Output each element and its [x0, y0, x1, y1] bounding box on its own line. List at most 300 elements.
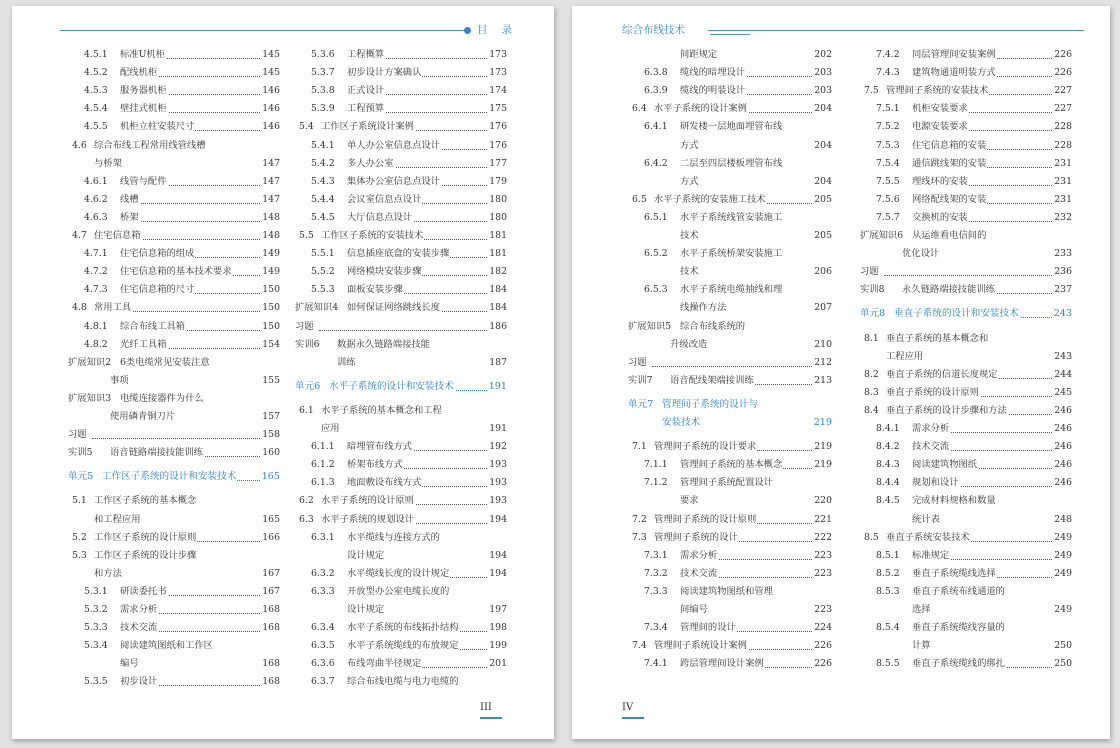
toc-entry-number: 5.5.1 [311, 248, 335, 260]
toc-entry[interactable] [68, 118, 280, 135]
toc-entry-number: 扩展知识5 [628, 320, 672, 332]
toc-entry[interactable] [295, 82, 507, 99]
toc-entry-title: 面板安装步骤 [347, 281, 404, 298]
toc-entry-title: 技术 [680, 227, 700, 244]
toc-page-number: 223 [813, 547, 832, 564]
toc-page-number: 182 [488, 263, 507, 280]
toc-page-number: 227 [1053, 82, 1072, 99]
toc-entry[interactable] [68, 390, 280, 407]
toc-entry-number: 5.4.5 [311, 211, 335, 223]
toc-entry[interactable] [860, 118, 1072, 135]
toc-entry-title: 数据永久链路端接技能 [337, 338, 430, 350]
toc-entry[interactable] [628, 637, 832, 654]
toc-page-number: 223 [813, 601, 832, 618]
toc-entry[interactable] [68, 263, 280, 280]
toc-entry-number: 习题 [860, 266, 879, 278]
toc-entry[interactable] [68, 426, 280, 443]
toc-entry-number: 5.3.2 [84, 604, 108, 615]
toc-page-number: 210 [813, 336, 832, 353]
toc-entry[interactable] [295, 318, 507, 335]
toc-page-number: 149 [261, 245, 280, 262]
toc-entry-title: 缆线的明装设计 [680, 82, 746, 99]
toc-entry-title: 设计规定 [347, 601, 385, 618]
toc-entry[interactable] [295, 438, 507, 455]
toc-page-number: 250 [1053, 655, 1072, 672]
toc-entry[interactable] [628, 456, 832, 473]
toc-entry-title: 技术交流 [680, 565, 718, 582]
toc-entry-title: 计算 [912, 637, 932, 654]
toc-entry-number: 5.3.9 [311, 103, 335, 115]
toc-entry[interactable] [295, 46, 507, 63]
toc-page-number: 147 [261, 155, 280, 172]
toc-entry-number: 6.3.2 [311, 567, 335, 579]
toc-entry-number: 6.1.1 [311, 441, 335, 453]
toc-page-number: 205 [813, 191, 832, 208]
toc-entry-title: 工作区子系统设计案例 [321, 118, 415, 135]
toc-page-number: 226 [813, 655, 832, 672]
toc-entry[interactable] [68, 318, 280, 335]
toc-entry-number: 7.3.4 [644, 622, 668, 634]
toc-entry[interactable] [295, 492, 507, 509]
toc-entry-number: 7.1.2 [644, 477, 668, 489]
toc-entry[interactable] [295, 655, 507, 672]
toc-entry[interactable] [628, 281, 832, 298]
toc-entry[interactable] [628, 46, 832, 63]
toc-entry-title: 管理间子系统的设计要求 [654, 438, 757, 455]
toc-entry[interactable] [628, 492, 832, 509]
toc-page-number: 193 [488, 492, 507, 509]
toc-entry[interactable] [295, 100, 507, 117]
toc-page-number: 150 [261, 299, 280, 316]
toc-page-number: 197 [488, 601, 507, 618]
toc-entry[interactable] [628, 227, 832, 244]
toc-entry-number: 4.6.2 [84, 193, 108, 205]
toc-entry[interactable] [295, 173, 507, 190]
toc-entry-title: 初步设计方案确认 [347, 64, 422, 81]
toc-entry[interactable] [860, 511, 1072, 528]
toc-entry[interactable] [860, 245, 1072, 262]
toc-entry[interactable] [860, 330, 1072, 347]
toc-unit-entry[interactable] [628, 396, 832, 413]
toc-entry[interactable] [295, 64, 507, 81]
toc-entry[interactable] [68, 529, 280, 546]
toc-page-number: 187 [488, 354, 507, 371]
toc-entry[interactable] [295, 420, 507, 437]
toc-entry[interactable] [628, 529, 832, 546]
toc-entry-number: 4.6 [72, 139, 87, 151]
toc-page-number: 147 [261, 173, 280, 190]
toc-entry-number: 实训6 [295, 338, 320, 350]
toc-entry-title: 工作区子系统的设计和安装技术 [102, 468, 237, 485]
toc-entry-number: 7.1.1 [644, 459, 668, 471]
toc-entry[interactable] [860, 637, 1072, 654]
toc-entry-title: 完成材料规格和数量 [912, 495, 996, 507]
toc-entry[interactable] [860, 420, 1072, 437]
toc-entry[interactable] [860, 474, 1072, 491]
toc-entry[interactable] [628, 263, 832, 280]
toc-page-number: 231 [1053, 155, 1072, 172]
toc-entry-title: 水平子系统桥架安装施工 [680, 248, 783, 260]
toc-entry[interactable] [295, 474, 507, 491]
toc-entry[interactable] [628, 118, 832, 135]
toc-entry-number: 7.5.6 [876, 193, 900, 205]
toc-entry[interactable] [68, 64, 280, 81]
toc-entry-title: 水平子系统的设计案例 [654, 100, 748, 117]
toc-entry-number: 8.1 [864, 332, 879, 344]
toc-entry-title: 住宅信息箱的组成 [120, 245, 195, 262]
toc-entry-number: 6.3.7 [311, 676, 335, 688]
toc-entry[interactable] [68, 227, 280, 244]
toc-entry[interactable] [628, 655, 832, 672]
toc-entry[interactable] [860, 209, 1072, 226]
toc-unit-entry[interactable] [628, 414, 832, 431]
toc-entry[interactable] [860, 281, 1072, 298]
toc-entry[interactable] [68, 408, 280, 425]
toc-entry[interactable] [68, 137, 280, 154]
toc-entry[interactable] [628, 137, 832, 154]
toc-entry[interactable] [860, 173, 1072, 190]
toc-entry-number: 8.2 [864, 368, 879, 380]
toc-page-number: 149 [261, 263, 280, 280]
toc-page-number: 227 [1053, 100, 1072, 117]
toc-entry-number: 6.3.1 [311, 531, 335, 543]
toc-entry-number: 5.3.7 [311, 67, 335, 79]
toc-entry-number: 4.8.1 [84, 320, 108, 332]
toc-entry-title: 阅读建筑物图纸 [912, 456, 978, 473]
toc-entry[interactable] [628, 100, 832, 117]
toc-entry-title: 管理间子系统的基本概念 [680, 456, 783, 473]
toc-entry-title: 规划和设计 [912, 474, 960, 491]
toc-entry[interactable] [295, 456, 507, 473]
toc-entry-title: 语音链路端接技能训练 [110, 444, 204, 461]
toc-entry[interactable] [68, 565, 280, 582]
toc-entry-number: 4.7 [72, 230, 87, 241]
toc-entry-number: 4.5.3 [84, 85, 108, 97]
toc-entry[interactable] [68, 637, 280, 654]
toc-entry[interactable] [860, 137, 1072, 154]
toc-entry-number: 5.3 [72, 549, 87, 561]
toc-entry[interactable] [68, 299, 280, 316]
toc-entry[interactable] [295, 565, 507, 582]
toc-page-number: 181 [488, 245, 507, 262]
toc-entry-number: 5.1 [72, 495, 87, 507]
toc-page-number: 249 [1053, 601, 1072, 618]
toc-page-number: 246 [1053, 456, 1072, 473]
toc-entry-number: 6.3 [299, 513, 314, 525]
toc-page-number: 203 [813, 64, 832, 81]
toc-entry-title: 水平子系统电缆抽线和理 [680, 284, 783, 296]
toc-entry[interactable] [628, 318, 832, 335]
toc-entry[interactable] [295, 299, 507, 316]
toc-entry[interactable] [628, 601, 832, 618]
toc-entry-title: 研读委托书 [120, 583, 168, 600]
toc-entry[interactable] [860, 348, 1072, 365]
toc-entry[interactable] [860, 438, 1072, 455]
toc-entry[interactable] [68, 191, 280, 208]
toc-entry-title: 永久链路端接技能训练 [902, 281, 996, 298]
toc-entry-number: 6.5 [632, 193, 647, 205]
toc-entry-number: 5.3.1 [84, 585, 108, 597]
toc-entry-number: 单元8 [860, 308, 886, 320]
toc-leader-dots [120, 221, 260, 222]
toc-entry[interactable] [68, 336, 280, 353]
toc-entry-title: 工作区子系统的安装技术 [321, 227, 424, 244]
toc-entry-title: 电缆连接器件为什么 [120, 392, 204, 404]
toc-entry-title: 水平子系统的规划设计 [321, 511, 415, 528]
toc-entry-title: 如何保证网络跳线长度 [347, 299, 441, 316]
toc-entry-number: 4.8 [72, 302, 87, 314]
toc-entry[interactable] [628, 64, 832, 81]
toc-entry-title: 管理间子系统的设计原则 [654, 511, 757, 528]
toc-page-number: 203 [813, 82, 832, 99]
toc-page-number: 145 [261, 64, 280, 81]
toc-entry[interactable] [295, 137, 507, 154]
toc-entry[interactable] [295, 155, 507, 172]
toc-unit-entry[interactable] [860, 305, 1072, 322]
toc-entry-title: 水平子系统的基本概念和工程 [321, 404, 442, 416]
toc-entry[interactable] [860, 263, 1072, 280]
toc-entry[interactable] [860, 366, 1072, 383]
toc-entry-title: 综合布线工具箱 [120, 318, 186, 335]
toc-page-number: 166 [261, 529, 280, 546]
toc-page-number: 233 [1053, 245, 1072, 262]
toc-entry[interactable] [295, 227, 507, 244]
toc-unit-entry[interactable] [68, 468, 280, 485]
toc-entry[interactable] [628, 565, 832, 582]
toc-entry-number: 扩展知识2 [68, 356, 112, 368]
toc-entry[interactable] [860, 46, 1072, 63]
toc-entry[interactable] [860, 565, 1072, 582]
left-page [12, 6, 554, 739]
toc-entry[interactable] [68, 100, 280, 117]
toc-entry[interactable] [860, 191, 1072, 208]
toc-entry-number: 4.6.1 [84, 175, 108, 187]
toc-entry[interactable] [628, 155, 832, 172]
toc-entry-title: 垂直子系统的设计原则 [886, 384, 980, 401]
toc-entry[interactable] [68, 155, 280, 172]
toc-page-number: 175 [488, 100, 507, 117]
toc-entry[interactable] [628, 583, 832, 600]
toc-entry-title: 桥架 [120, 209, 140, 226]
toc-entry-title: 研发楼一层地面埋管布线 [680, 121, 783, 133]
toc-entry[interactable] [295, 118, 507, 135]
toc-entry[interactable] [68, 655, 280, 672]
toc-leader-dots [652, 366, 812, 367]
toc-entry[interactable] [68, 583, 280, 600]
toc-page-number: 150 [261, 281, 280, 298]
toc-entry-title: 地面敷设布线方式 [347, 474, 422, 491]
toc-entry-number: 5.3.5 [84, 676, 108, 688]
toc-entry-title: 网络模块安装步骤 [347, 263, 422, 280]
toc-entry[interactable] [295, 619, 507, 636]
toc-page-number: 168 [261, 673, 280, 690]
toc-entry-title: 技术交流 [912, 438, 950, 455]
toc-entry[interactable] [860, 100, 1072, 117]
toc-entry[interactable] [295, 281, 507, 298]
toc-entry[interactable] [295, 673, 507, 690]
toc-entry-number: 6.1 [299, 404, 314, 416]
toc-entry[interactable] [68, 444, 280, 461]
toc-entry[interactable] [68, 511, 280, 528]
toc-entry[interactable] [628, 511, 832, 528]
toc-page-number: 194 [488, 547, 507, 564]
toc-entry-number: 7.4 [632, 640, 647, 652]
toc-entry[interactable] [295, 354, 507, 371]
toc-entry[interactable] [68, 46, 280, 63]
toc-unit-entry[interactable] [295, 378, 507, 395]
toc-entry-number: 单元7 [628, 398, 654, 410]
toc-entry-title: 住宅信息箱的尺寸 [120, 281, 195, 298]
toc-entry-title: 综合布线系统的 [680, 320, 746, 332]
toc-page-number: 246 [1053, 420, 1072, 437]
toc-entry[interactable] [628, 372, 832, 389]
toc-page-number: 226 [813, 637, 832, 654]
toc-page-number: 231 [1053, 191, 1072, 208]
toc-entry-number: 6.2 [299, 495, 314, 507]
toc-page-number: 158 [261, 426, 280, 443]
toc-entry[interactable] [295, 601, 507, 618]
right-page [572, 6, 1110, 739]
toc-page-number: 157 [261, 408, 280, 425]
toc-entry-title: 间编号 [680, 601, 709, 618]
header-title: 综合布线技术 [622, 24, 685, 36]
toc-entry[interactable] [628, 173, 832, 190]
toc-entry-title: 综合布线工程常用线管线槽 [94, 139, 206, 151]
toc-leader-dots [319, 330, 487, 331]
toc-entry[interactable] [860, 64, 1072, 81]
toc-page-number: 174 [488, 82, 507, 99]
toc-page-number: 199 [488, 637, 507, 654]
toc-entry-title: 方式 [680, 137, 700, 154]
toc-page-number: 204 [813, 173, 832, 190]
toc-entry[interactable] [860, 601, 1072, 618]
toc-entry[interactable] [628, 438, 832, 455]
toc-entry[interactable] [860, 619, 1072, 636]
toc-entry-title: 工程预算 [347, 100, 385, 117]
toc-entry[interactable] [68, 209, 280, 226]
toc-entry[interactable] [295, 336, 507, 353]
toc-page-number: 184 [488, 281, 507, 298]
toc-entry-title: 阅读建筑物图纸和管理 [680, 585, 773, 597]
toc-entry[interactable] [68, 173, 280, 190]
toc-page-number: 220 [813, 492, 832, 509]
toc-entry[interactable] [68, 492, 280, 509]
toc-entry[interactable] [628, 209, 832, 226]
toc-page-number: 165 [261, 511, 280, 528]
toc-entry[interactable] [295, 529, 507, 546]
toc-entry[interactable] [295, 583, 507, 600]
toc-page-number: 194 [488, 511, 507, 528]
toc-entry-title: 垂直子系统缆线选择 [912, 565, 997, 582]
toc-entry-number: 扩展知识6 [860, 230, 904, 241]
toc-entry[interactable] [860, 384, 1072, 401]
toc-entry[interactable] [628, 245, 832, 262]
toc-entry[interactable] [628, 191, 832, 208]
toc-entry-title: 阅读建筑图纸和工作区 [120, 640, 213, 652]
toc-entry[interactable] [860, 456, 1072, 473]
toc-entry[interactable] [628, 619, 832, 636]
toc-entry-title: 垂直子系统缆线的绑扎 [912, 655, 1006, 672]
toc-page-number: 226 [1053, 46, 1072, 63]
toc-entry[interactable] [860, 492, 1072, 509]
toc-entry[interactable] [68, 372, 280, 389]
toc-page-number: 155 [261, 372, 280, 389]
toc-entry-title: 垂直子系统布线通道的 [912, 585, 1005, 597]
toc-entry-title: 单人办公室信息点设计 [347, 137, 441, 154]
toc-entry-title: 网络配线架的安装 [912, 191, 987, 208]
toc-entry[interactable] [628, 354, 832, 371]
toc-entry[interactable] [860, 155, 1072, 172]
toc-entry-title: 会议室信息点设计 [347, 191, 422, 208]
toc-entry[interactable] [295, 637, 507, 654]
toc-entry[interactable] [295, 245, 507, 262]
toc-entry[interactable] [68, 619, 280, 636]
toc-entry[interactable] [68, 673, 280, 690]
toc-entry[interactable] [68, 245, 280, 262]
toc-entry-number: 5.3.4 [84, 640, 108, 652]
toc-entry-title: 和工程应用 [94, 511, 142, 528]
toc-entry-title: 与桥架 [94, 155, 123, 172]
toc-entry[interactable] [68, 547, 280, 564]
toc-entry[interactable] [68, 82, 280, 99]
toc-entry[interactable] [295, 209, 507, 226]
toc-entry-title: 布线弯曲半径规定 [347, 655, 422, 672]
toc-entry[interactable] [860, 227, 1072, 244]
toc-entry-title: 线管与配件 [120, 173, 168, 190]
toc-entry[interactable] [860, 529, 1072, 546]
toc-entry-title: 理线环的安装 [912, 173, 969, 190]
toc-entry-title: 线操作方法 [680, 299, 728, 316]
toc-entry-title: 使用磷青铜刀片 [110, 408, 176, 425]
toc-entry-title: 配线机柜 [120, 64, 158, 81]
toc-entry-number: 8.4.3 [876, 459, 900, 471]
toc-leader-dots [92, 438, 260, 439]
toc-page-number: 223 [813, 565, 832, 582]
toc-entry-title: 事项 [110, 372, 130, 389]
header-rule [708, 30, 1084, 31]
toc-entry[interactable] [860, 583, 1072, 600]
toc-entry[interactable] [860, 547, 1072, 564]
toc-entry[interactable] [860, 82, 1072, 99]
toc-page-number: 146 [261, 82, 280, 99]
toc-entry[interactable] [295, 402, 507, 419]
toc-entry[interactable] [295, 511, 507, 528]
toc-entry[interactable] [628, 82, 832, 99]
toc-entry[interactable] [295, 263, 507, 280]
toc-entry-number: 8.4.2 [876, 441, 900, 453]
toc-entry-title: 住宅信息箱的安装 [912, 137, 987, 154]
toc-entry-title: 水平子系统缆线的布放规定 [347, 637, 460, 654]
toc-entry[interactable] [628, 299, 832, 316]
toc-entry[interactable] [295, 547, 507, 564]
toc-entry[interactable] [295, 191, 507, 208]
toc-entry[interactable] [68, 601, 280, 618]
toc-entry-title: 集体办公室信息点设计 [347, 173, 441, 190]
toc-entry-number: 6.3.6 [311, 658, 335, 670]
toc-entry[interactable] [860, 402, 1072, 419]
toc-entry[interactable] [68, 354, 280, 371]
header-rule [60, 30, 466, 31]
toc-page-number: 168 [261, 655, 280, 672]
toc-entry-number: 7.1 [632, 441, 647, 453]
toc-entry[interactable] [628, 547, 832, 564]
toc-entry[interactable] [68, 281, 280, 298]
toc-entry-title: 需求分析 [680, 547, 718, 564]
toc-page-number: 176 [488, 118, 507, 135]
toc-entry[interactable] [860, 655, 1072, 672]
toc-entry[interactable] [628, 336, 832, 353]
toc-entry[interactable] [628, 474, 832, 491]
